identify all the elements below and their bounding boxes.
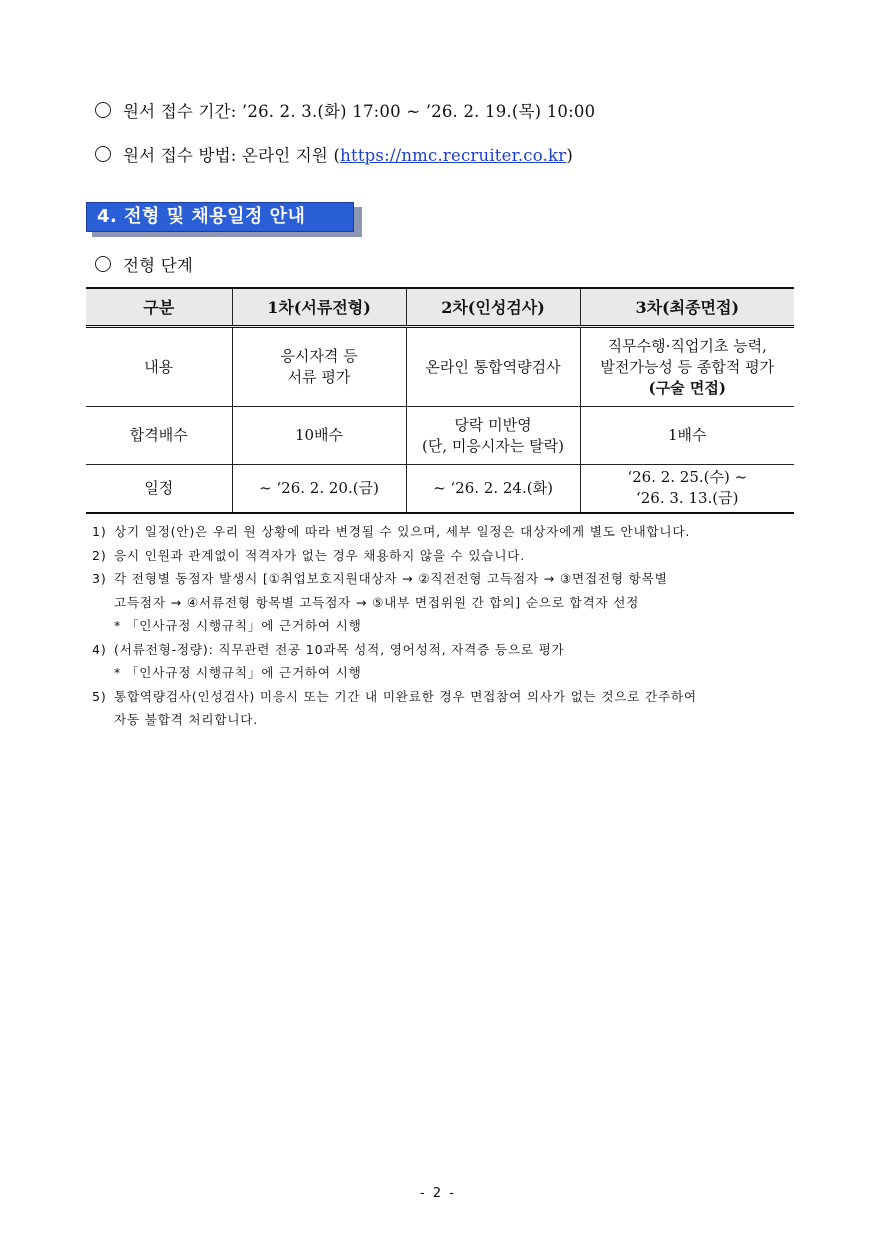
schedule-table <box>86 287 794 514</box>
note-item: * 「인사규정 시행규칙」에 근거하여 시행 <box>114 618 362 633</box>
note-item: 3) 각 전형별 동점자 발생시 [①취업보호지원대상자 → ②직전전형 고득점자 → ③면접전형 항목별 <box>92 571 668 586</box>
application-method: 원서 접수 방법: 온라인 지원 (https://nmc.recruiter.co.kr) <box>95 142 573 166</box>
table-header-row <box>86 288 794 327</box>
header-category: 구분 <box>86 288 232 327</box>
table-cell: ‘26. 2. 25.(수) ~ ‘26. 3. 13.(금) <box>580 465 794 513</box>
table-cell: 당락 미반영 (단, 미응시자는 탈락) <box>406 407 580 465</box>
header-stage-3: 3차(최종면접) <box>580 288 794 327</box>
application-period: 원서 접수 기간: ’26. 2. 3.(화) 17:00 ~ ’26. 2. 19.(목) 10:00 <box>95 98 595 122</box>
row-label: 합격배수 <box>86 407 232 465</box>
table-cell: ~ ‘26. 2. 20.(금) <box>232 465 406 513</box>
row-label: 내용 <box>86 327 232 407</box>
note-item: 2) 응시 인원과 관계없이 적격자가 없는 경우 채용하지 않을 수 있습니다. <box>92 547 526 563</box>
page-number: - 2 - <box>420 1186 456 1201</box>
table-row <box>86 465 794 513</box>
circle-bullet-icon <box>95 256 111 272</box>
row-label: 일정 <box>86 465 232 513</box>
recruiter-link[interactable]: https://nmc.recruiter.co.kr <box>340 146 567 165</box>
section-title: 4. 전형 및 채용일정 안내 <box>86 202 354 232</box>
table-cell: 10배수 <box>232 407 406 465</box>
note-item: 5) 통합역량검사(인성검사) 미응시 또는 기간 내 미완료한 경우 면접참여 의사가 없는 것으로 간주하여 <box>92 688 697 704</box>
note-item: 1) 상기 일정(안)은 우리 원 상황에 따라 변경될 수 있으며, 세부 일정은 대상자에게 별도 안내합니다. <box>92 524 691 539</box>
circle-bullet-icon <box>95 102 111 118</box>
circle-bullet-icon <box>95 146 111 162</box>
notes-list <box>92 520 792 732</box>
section-header <box>86 202 354 232</box>
table-cell: 1배수 <box>580 407 794 465</box>
table-row <box>86 327 794 407</box>
note-item: 자동 불합격 처리합니다. <box>114 712 259 727</box>
table-cell: 응시자격 등 서류 평가 <box>232 327 406 407</box>
header-stage-2: 2차(인성검사) <box>406 288 580 327</box>
table-cell: 직무수행·직업기초 능력, 발전가능성 등 종합적 평가 (구술 면접) <box>580 327 794 407</box>
header-stage-1: 1차(서류전형) <box>232 288 406 327</box>
note-item: 4) (서류전형-정량): 직무관련 전공 10과목 성적, 영어성적, 자격증 등으로 평가 <box>92 641 565 657</box>
table-cell: 온라인 통합역량검사 <box>406 327 580 407</box>
note-item: * 「인사규정 시행규칙」에 근거하여 시행 <box>114 665 362 680</box>
table-row <box>86 407 794 465</box>
note-item: 고득점자 → ④서류전형 항목별 고득점자 → ⑤내부 면접위원 간 합의] 순으로 합격자 선정 <box>114 594 640 610</box>
section-subtitle: 전형 단계 <box>95 252 193 276</box>
table-cell: ~ ‘26. 2. 24.(화) <box>406 465 580 513</box>
